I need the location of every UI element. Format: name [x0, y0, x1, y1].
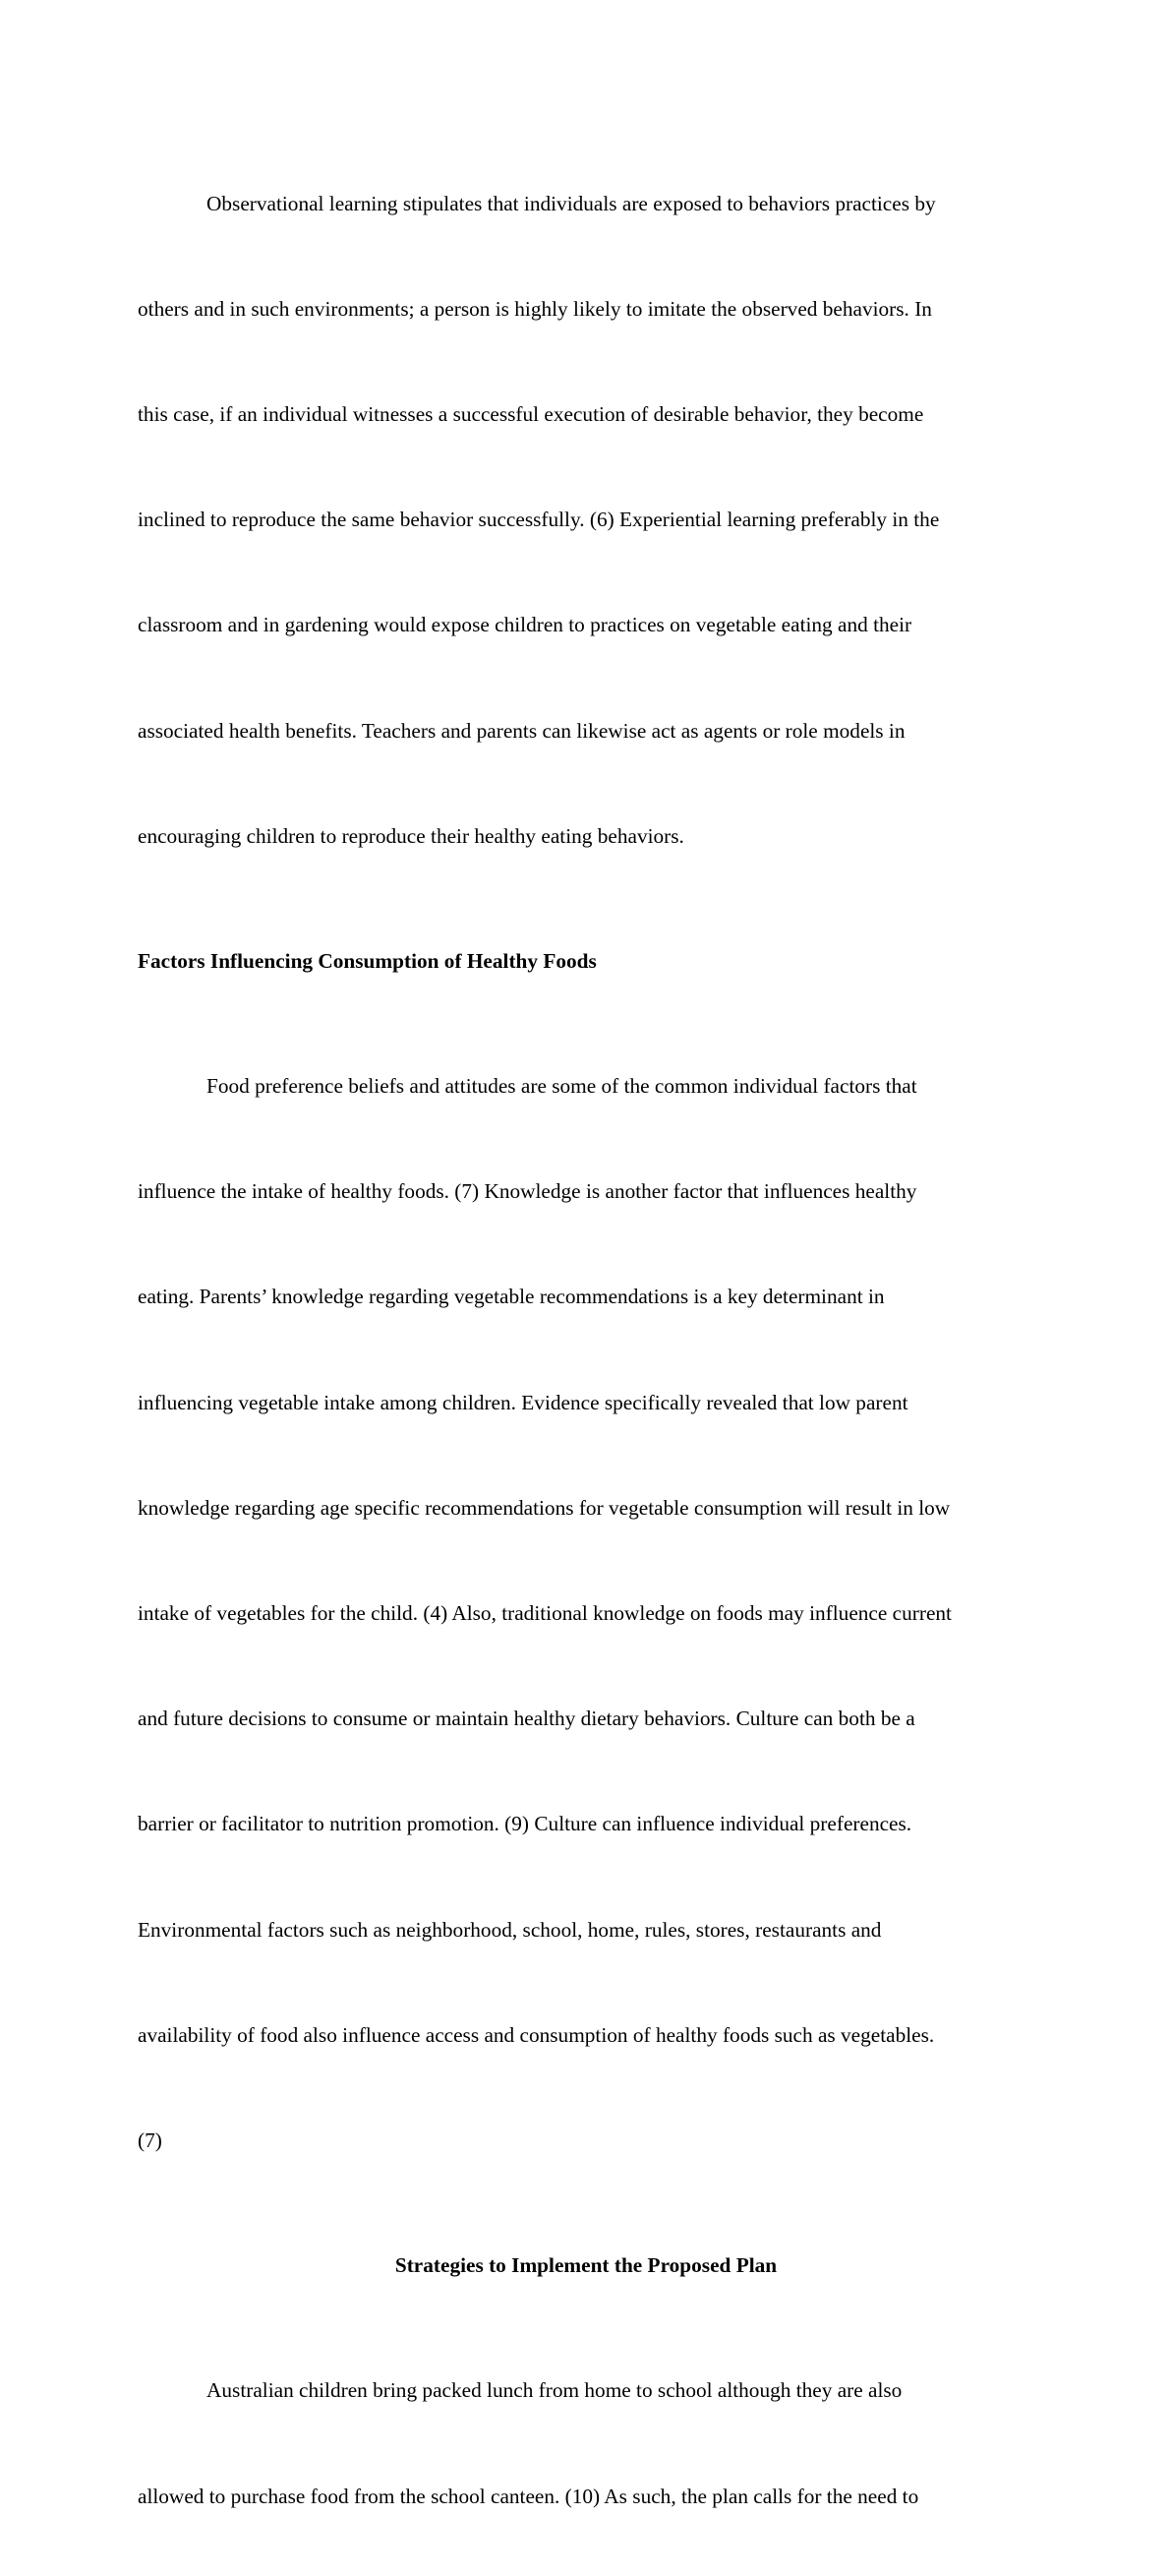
text-line: barrier or facilitator to nutrition promotion. (9) Culture can influence individual preferences.	[138, 1812, 912, 1836]
text-line: encouraging children to reproduce their healthy eating behaviors.	[138, 823, 684, 848]
paragraph-strategies	[138, 2312, 1034, 2576]
text-line: Observational learning stipulates that individuals are exposed to behaviors practices by	[206, 191, 936, 215]
text-line: Food preference beliefs and attitudes are some of the common individual factors that	[206, 1074, 917, 1099]
text-line: allowed to purchase food from the school canteen. (10) As such, the plan calls for the need to	[138, 2484, 919, 2508]
text-line: influencing vegetable intake among children. Evidence specifically revealed that low parent	[138, 1390, 908, 1414]
paragraph-factors	[138, 1008, 1034, 2221]
text-line: eating. Parents’ knowledge regarding vegetable recommendations is a key determinant in	[138, 1285, 885, 1309]
text-line: influence the intake of healthy foods. (7) Knowledge is another factor that influences healthy	[138, 1179, 917, 1204]
text-line: this case, if an individual witnesses a successful execution of desirable behavior, they become	[138, 401, 924, 426]
text-line: knowledge regarding age specific recommendations for vegetable consumption will result in low	[138, 1495, 951, 1520]
section-heading-factors: Factors Influencing Consumption of Healthy Foods	[138, 948, 597, 973]
text-line: Environmental factors such as neighborhood, school, home, rules, stores, restaurants and	[138, 1917, 882, 1942]
section-heading-strategies: Strategies to Implement the Proposed Plan	[394, 2253, 778, 2278]
text-line: (7)	[138, 2127, 162, 2152]
text-line: associated health benefits. Teachers and parents can likewise act as agents or role models in	[138, 718, 906, 743]
text-line: others and in such environments; a person is highly likely to imitate the observed behaviors. In	[138, 296, 932, 321]
text-line: and future decisions to consume or maintain healthy dietary behaviors. Culture can both be a	[138, 1707, 915, 1731]
paragraph-observational-learning	[138, 125, 1034, 916]
document-page	[138, 125, 1034, 2576]
text-line: availability of food also influence access and consumption of healthy foods such as vegetables.	[138, 2022, 935, 2047]
text-line: inclined to reproduce the same behavior successfully. (6) Experiential learning preferably in the	[138, 508, 940, 532]
text-line: intake of vegetables for the child. (4) Also, traditional knowledge on foods may influence current	[138, 1601, 952, 1626]
text-line: classroom and in gardening would expose children to practices on vegetable eating and their	[138, 613, 912, 637]
text-line: Australian children bring packed lunch from home to school although they are also	[206, 2378, 903, 2403]
